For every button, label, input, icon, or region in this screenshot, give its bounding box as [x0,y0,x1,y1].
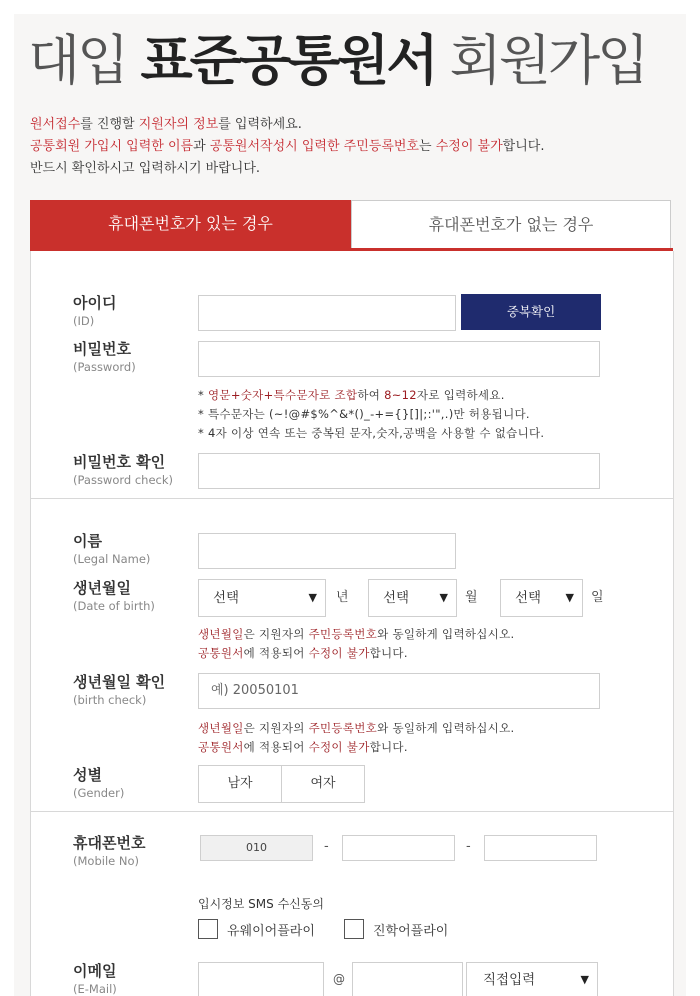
mobile-label: 휴대폰번호 (Mobile No) [73,834,146,868]
email-user-input[interactable] [198,962,324,996]
notice [30,114,544,180]
birth-month-unit: 월 [465,590,478,605]
birth-month-select[interactable]: 선택 ▼ [368,579,457,617]
chevron-down-icon: ▼ [580,973,589,986]
chevron-down-icon: ▼ [565,591,574,604]
email-domain-select[interactable]: 직접입력 ▼ [466,962,598,996]
id-input[interactable] [198,295,456,331]
sms-consent-title: 입시정보 SMS 수신동의 [198,897,324,911]
personal-section [31,498,673,812]
notice-line-3: 반드시 확인하시고 입력하시기 바랍니다. [30,161,261,176]
password-input[interactable] [198,341,600,377]
mobile-dash-1: - [324,839,329,854]
birth-year-select[interactable]: 선택 ▼ [198,579,326,617]
name-input[interactable] [198,533,456,569]
birth-hint [198,625,514,663]
name-label: 이름 (Legal Name) [73,532,151,566]
password-check-label: 비밀번호 확인 (Password check) [73,453,174,487]
jinhak-checkbox[interactable] [344,919,364,939]
email-domain-input[interactable] [352,962,463,996]
birth-check-hint-1: 생년월일은 지원자의 주민등록번호와 동일하게 입력하십시오. [198,721,515,735]
password-hints [198,386,544,443]
birth-day-unit: 일 [591,590,604,605]
tab-without-phone[interactable]: 휴대폰번호가 없는 경우 [351,200,671,248]
page [14,14,686,996]
signup-form [30,251,674,996]
email-label: 이메일 (E-Mail) [73,962,117,996]
birth-check-label: 생년월일 확인 (birth check) [73,673,166,707]
gender-label: 성별 (Gender) [73,766,125,800]
id-label: 아이디 (ID) [73,294,117,328]
mobile-prefix-input[interactable]: 010 [200,835,313,861]
birth-label: 생년월일 (Date of birth) [73,579,155,613]
birth-check-input[interactable]: 예) 20050101 [198,673,600,709]
birth-hint-2: 공통원서에 적용되어 수정이 불가합니다. [198,646,408,660]
chevron-down-icon: ▼ [439,591,448,604]
password-check-input[interactable] [198,453,600,489]
mobile-dash-2: - [466,839,471,854]
contact-section [31,811,673,996]
birth-hint-1: 생년월일은 지원자의 주민등록번호와 동일하게 입력하십시오. [198,627,515,641]
gender-male-button[interactable]: 남자 [198,765,282,803]
id-duplicate-check-button[interactable]: 중복확인 [461,294,601,330]
tab-with-phone[interactable]: 휴대폰번호가 있는 경우 [30,200,351,248]
birth-day-select[interactable]: 선택 ▼ [500,579,583,617]
notice-line-2: 공통회원 가입시 입력한 이름과 공통원서작성시 입력한 주민등록번호는 수정이 불가합니다. [30,139,545,154]
account-section [31,251,673,499]
sms-option-jinhak[interactable]: 진학어플라이 [344,919,448,939]
sms-option-uway[interactable]: 유웨이어플라이 [198,919,315,939]
notice-line-1: 원서접수를 진행할 지원자의 정보를 입력하세요. [30,117,302,132]
chevron-down-icon: ▼ [308,591,317,604]
birth-check-hint [198,719,514,757]
password-hint-3: * 4자 이상 연속 또는 중복된 문자,숫자,공백을 사용할 수 없습니다. [198,426,545,440]
birth-year-unit: 년 [336,590,349,605]
mobile-last-input[interactable] [484,835,597,861]
email-at-sign: @ [333,972,345,986]
tab-bar [30,200,673,251]
password-hint-2: * 특수문자는 (~!@#$%^&*()_-+={}[]|;:'",.)만 허용됩니다. [198,407,530,421]
mobile-middle-input[interactable] [342,835,455,861]
password-hint-1: * 영문+숫자+특수문자로 조합하여 8~12자로 입력하세요. [198,388,505,402]
birth-check-hint-2: 공통원서에 적용되어 수정이 불가합니다. [198,740,408,754]
gender-female-button[interactable]: 여자 [281,765,365,803]
password-label: 비밀번호 (Password) [73,340,136,374]
page-title: 대입 표준공통원서 회원가입 [28,29,647,92]
uway-checkbox[interactable] [198,919,218,939]
